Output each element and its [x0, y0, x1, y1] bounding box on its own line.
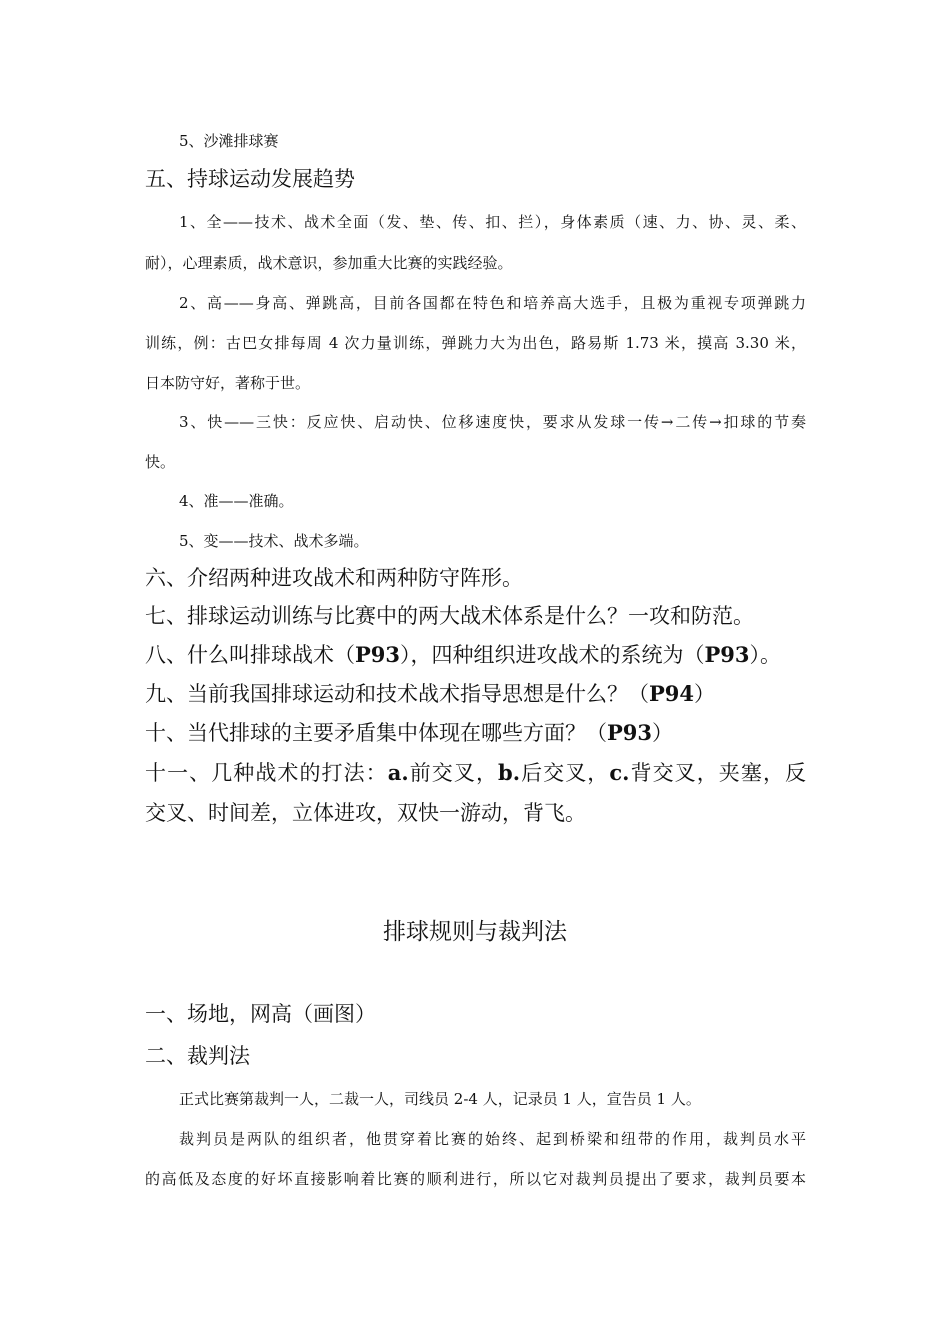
paragraph-line: 3、快——三快：反应快、启动快、位移速度快，要求从发球一传→二传→扣球的节奏	[179, 413, 806, 431]
rules-heading-2: 二、裁判法	[145, 1044, 250, 1068]
paragraph-line: 训练，例：古巴女排每周 4 次力量训练，弹跳力大为出色，路易斯 1.73 米，摸高 3.30 米，	[145, 334, 806, 352]
section-title: 排球规则与裁判法	[383, 919, 567, 945]
section-heading: 五、持球运动发展趋势	[145, 167, 355, 191]
paragraph-line: 裁判员是两队的组织者，他贯穿着比赛的始终、起到桥梁和纽带的作用，裁判员水平	[179, 1130, 806, 1148]
q10-text-c: ）	[652, 721, 674, 745]
q11-text-c: 前交叉，	[408, 761, 499, 785]
list-item: 5、沙滩排球赛	[179, 132, 279, 150]
question-7: 七、排球运动训练与比赛中的两大战术体系是什么？一攻和防范。	[145, 604, 754, 628]
q11-label-a: a.	[387, 760, 409, 785]
paragraph-line: 快。	[145, 453, 176, 471]
q8-page-ref-2: P93	[704, 642, 750, 667]
q9-text-a: 九、当前我国排球运动和技术战术指导思想是什么？（	[145, 682, 649, 706]
q11-text-g: 背交叉，夹塞，反	[629, 761, 807, 785]
q8-page-ref: P93	[355, 642, 401, 667]
q10-text-a: 十、当代排球的主要矛盾集中体现在哪些方面？（	[145, 721, 607, 745]
q8-text-a: 八、什么叫排球战术（	[145, 643, 355, 667]
rules-heading-1: 一、场地，网高（画图）	[145, 1002, 376, 1026]
q11-label-b: b.	[498, 760, 521, 785]
paragraph-line: 正式比赛第裁判一人，二裁一人，司线员 2-4 人，记录员 1 人，宣告员 1 人。	[179, 1090, 701, 1108]
q9-text-c: ）	[694, 682, 716, 706]
question-9	[145, 678, 715, 708]
paragraph-line: 2、高——身高、弹跳高，目前各国都在特色和培养高大选手，且极为重视专项弹跳力	[179, 294, 806, 312]
q11-text-e: 后交叉，	[520, 761, 610, 785]
q9-page-ref: P94	[649, 681, 695, 706]
paragraph-line: 耐），心理素质，战术意识，参加重大比赛的实践经验。	[145, 254, 513, 272]
list-item: 4、准——准确。	[179, 492, 294, 510]
question-11	[145, 757, 806, 787]
q8-text-e: ）。	[749, 643, 782, 667]
q10-page-ref: P93	[607, 720, 653, 745]
paragraph-line: 的高低及态度的好坏直接影响着比赛的顺利进行，所以它对裁判员提出了要求，裁判员要本	[145, 1170, 806, 1188]
question-8	[145, 639, 781, 669]
q8-text-c: ），四种组织进攻战术的系统为（	[400, 643, 705, 667]
question-11-cont: 交叉、时间差，立体进攻，双快一游动，背飞。	[145, 801, 586, 825]
list-item: 5、变——技术、战术多端。	[179, 532, 369, 550]
q11-label-c: c.	[609, 760, 630, 785]
question-6: 六、介绍两种进攻战术和两种防守阵形。	[145, 566, 523, 590]
paragraph-line: 1、全——技术、战术全面（发、垫、传、扣、拦），身体素质（速、力、协、灵、柔、	[179, 213, 806, 231]
q11-text-a: 十一、几种战术的打法：	[145, 761, 388, 785]
paragraph-line: 日本防守好，著称于世。	[145, 374, 311, 392]
question-10	[145, 717, 673, 747]
